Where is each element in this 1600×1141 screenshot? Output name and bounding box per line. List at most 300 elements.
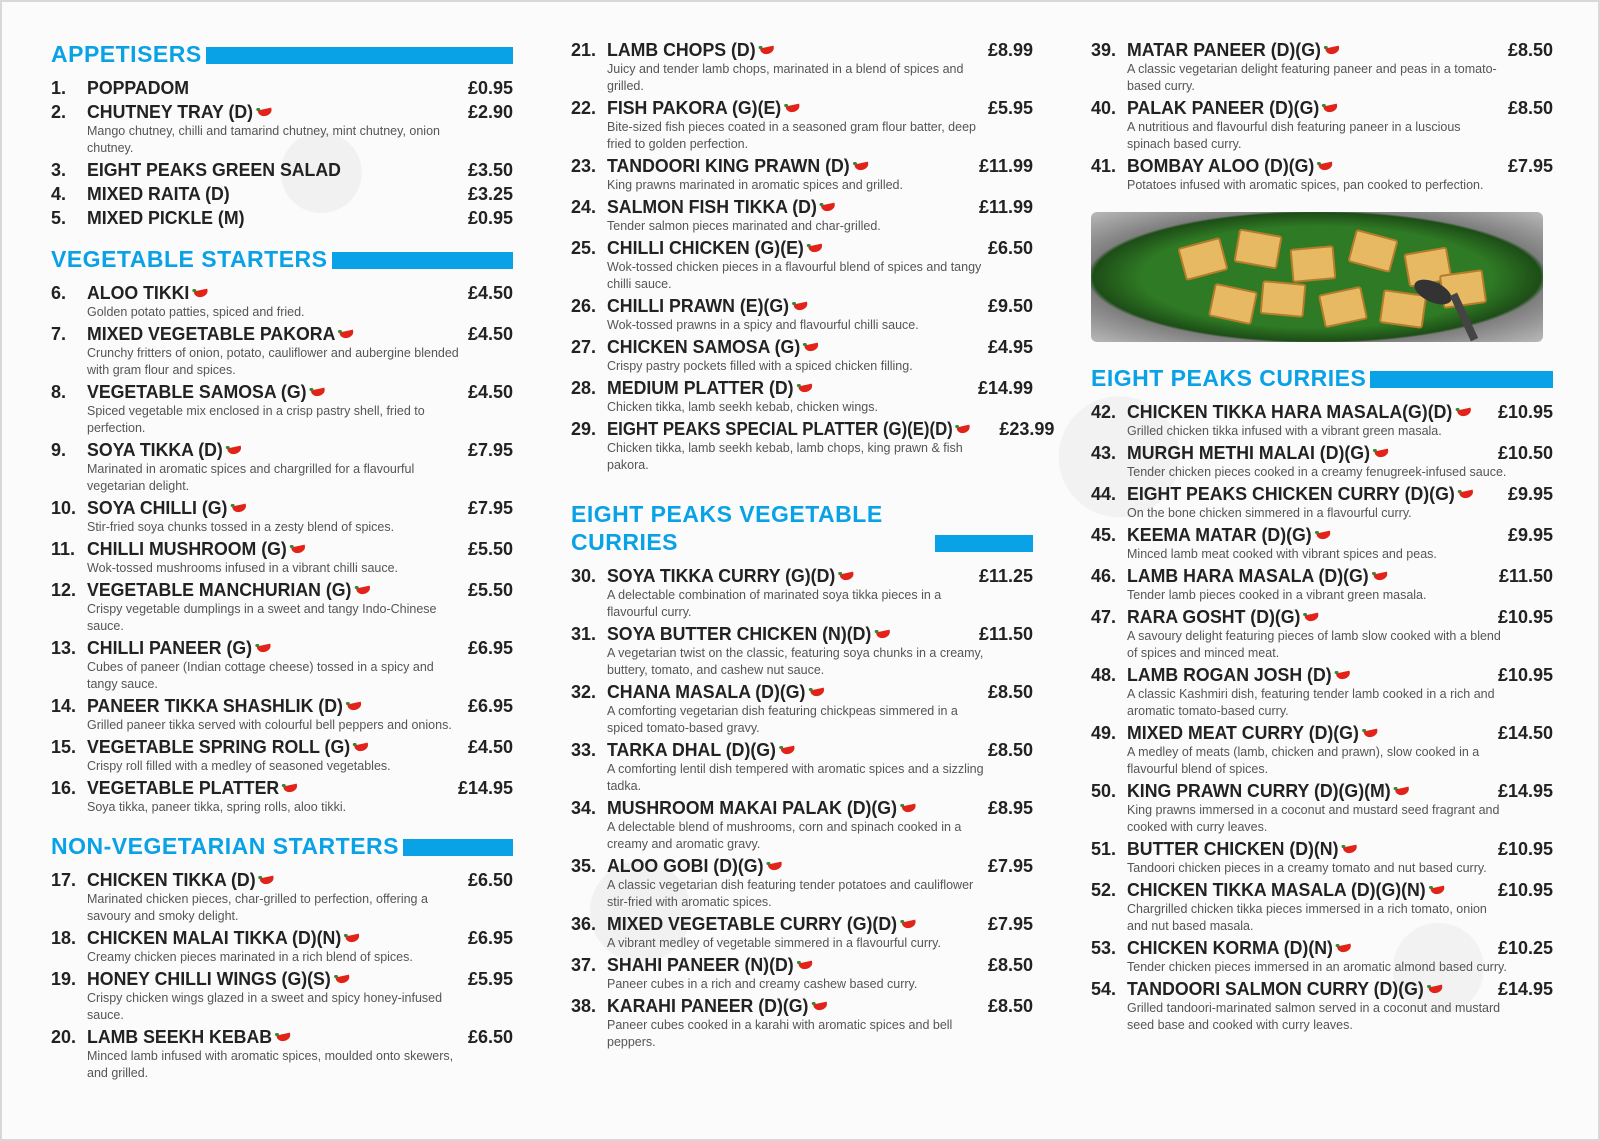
menu-item-row [1091, 156, 1553, 177]
item-description: Tandoori chicken pieces in a creamy tomato and nut based curry. [1127, 861, 1487, 875]
item-name: CHICKEN SAMOSA (G) [607, 337, 801, 357]
menu-item [51, 1027, 513, 1082]
chili-pepper-icon [1394, 787, 1412, 797]
menu-column-2 [571, 40, 1055, 1054]
item-name: LAMB SEEKH KEBAB [87, 1027, 273, 1047]
item-price: £10.25 [1497, 938, 1553, 958]
menu-item [51, 969, 513, 1024]
chili-pepper-icon [1324, 46, 1342, 56]
section-header [1091, 364, 1553, 392]
menu-item [1091, 484, 1553, 522]
menu-item [51, 580, 513, 635]
item-name-wrap [607, 682, 982, 703]
menu-item [51, 324, 513, 379]
chili-pepper-icon [282, 784, 300, 794]
paneer-cube [1290, 245, 1337, 283]
item-price: £14.95 [1497, 979, 1553, 999]
item-name: MIXED RAITA (D) [87, 184, 230, 204]
menu-item-row [1091, 566, 1553, 587]
item-number: 48. [1091, 665, 1117, 685]
menu-item [51, 696, 513, 734]
item-name: LAMB HARA MASALA (D)(G) [1127, 566, 1369, 586]
chili-pepper-icon [1335, 671, 1353, 681]
item-price: £10.95 [1497, 607, 1553, 627]
item-price: £2.90 [467, 102, 513, 122]
section-title: EIGHT PEAKS CURRIES [1091, 365, 1367, 391]
menu-item [571, 337, 1033, 375]
item-name-wrap [87, 696, 462, 717]
item-price: £0.95 [467, 78, 513, 98]
item-description: Crispy roll filled with a medley of seasoned vegetables. [87, 759, 391, 773]
menu-item-row [1091, 40, 1553, 61]
item-name-wrap [607, 98, 982, 119]
menu-item [51, 208, 513, 229]
item-name-wrap [607, 156, 973, 177]
menu-item-row [1091, 723, 1553, 744]
item-price: £6.95 [467, 696, 513, 716]
chili-pepper-icon [853, 162, 871, 172]
paneer-cube [1233, 228, 1282, 269]
item-number: 20. [51, 1027, 77, 1047]
item-number: 3. [51, 160, 67, 180]
menu-item-row [51, 696, 513, 717]
menu-item-row [571, 996, 1033, 1017]
chili-pepper-icon [290, 545, 308, 555]
item-price: £8.50 [987, 740, 1033, 760]
item-name-wrap [87, 870, 462, 891]
item-price: £4.50 [467, 382, 513, 402]
chili-pepper-icon [874, 630, 892, 640]
item-description: Cubes of paneer (Indian cottage cheese) tossed in a spicy and tangy sauce. [87, 660, 434, 691]
menu-item [51, 870, 513, 925]
item-description: Wok-tossed chicken pieces in a flavourful blend of spices and tangy chilli sauce. [607, 260, 982, 291]
menu-item [571, 238, 1033, 293]
menu-item [1091, 98, 1553, 153]
item-price: £10.95 [1497, 880, 1553, 900]
item-description: Tender chicken pieces cooked in a creamy fenugreek-infused sauce. [1127, 465, 1507, 479]
chili-pepper-icon [1427, 985, 1445, 995]
item-name: LAMB CHOPS (D) [607, 40, 756, 60]
chili-pepper-icon [1322, 104, 1340, 114]
item-name: MUSHROOM MAKAI PALAK (D)(G) [607, 798, 898, 818]
item-price: £5.95 [987, 98, 1033, 118]
menu-column-1 [51, 40, 513, 1085]
item-name-wrap [87, 928, 462, 949]
item-number: 12. [51, 580, 77, 600]
chili-pepper-icon [1455, 408, 1473, 418]
chili-pepper-icon [1336, 944, 1354, 954]
item-description: Chargrilled chicken tikka pieces immersed in a rich tomato, onion and nut based masala. [1127, 902, 1487, 933]
item-number: 6. [51, 283, 67, 303]
item-name: MIXED VEGETABLE CURRY (G)(D) [607, 914, 898, 934]
item-number: 54. [1091, 979, 1117, 999]
item-name-wrap [87, 184, 462, 205]
item-number: 19. [51, 969, 77, 989]
item-name-wrap [87, 737, 462, 758]
item-name-wrap [1127, 781, 1492, 802]
menu-item [51, 539, 513, 577]
item-price: £4.50 [467, 324, 513, 344]
menu-item [51, 928, 513, 966]
item-number: 13. [51, 638, 77, 658]
item-name: CHILLI MUSHROOM (G) [87, 539, 287, 559]
menu-item [571, 955, 1033, 993]
chili-pepper-icon [226, 446, 244, 456]
item-number: 50. [1091, 781, 1117, 801]
chili-pepper-icon [779, 746, 797, 756]
item-name: SOYA TIKKA (D) [87, 440, 223, 460]
section-title: EIGHT PEAKS VEGETABLE CURRIES [571, 501, 883, 555]
item-price: £11.50 [1498, 566, 1553, 586]
chili-pepper-icon [1315, 531, 1333, 541]
item-price: £6.50 [467, 870, 513, 890]
item-name: KING PRAWN CURRY (D)(G)(M) [1127, 781, 1391, 801]
menu-item-row [571, 856, 1033, 877]
item-number: 21. [571, 40, 597, 60]
item-description: A vegetarian twist on the classic, featuring soya chunks in a creamy, buttery, tomato, and cashew nut sauce. [607, 646, 984, 677]
chili-pepper-icon [1429, 886, 1447, 896]
menu-item-row [51, 969, 513, 990]
chili-pepper-icon [803, 343, 821, 353]
menu-item-row [1091, 98, 1553, 119]
item-name: CHILLI PANEER (G) [87, 638, 253, 658]
item-price: £10.95 [1497, 402, 1553, 422]
item-price: £14.99 [977, 378, 1033, 398]
menu-item [51, 184, 513, 205]
menu-item-row [1091, 781, 1553, 802]
item-name-wrap [607, 419, 972, 440]
item-description: A classic vegetarian delight featuring paneer and peas in a tomato-based curry. [1127, 62, 1497, 93]
item-number: 45. [1091, 525, 1117, 545]
item-price: £14.95 [457, 778, 513, 798]
item-number: 40. [1091, 98, 1117, 118]
chili-pepper-icon [1317, 162, 1335, 172]
section-header [51, 832, 513, 860]
item-name-wrap [87, 638, 462, 659]
menu-section [51, 40, 513, 229]
item-name-wrap [87, 324, 462, 345]
item-name: EIGHT PEAKS SPECIAL PLATTER (G)(E)(D) [607, 419, 953, 439]
item-price: £5.50 [467, 580, 513, 600]
item-price: £5.50 [467, 539, 513, 559]
menu-item [1091, 156, 1553, 194]
paneer-cube [1318, 286, 1368, 328]
item-description: A vibrant medley of vegetable simmered in a flavourful curry. [607, 936, 941, 950]
menu-item [571, 996, 1033, 1051]
item-price: £10.95 [1497, 839, 1553, 859]
chili-pepper-icon [334, 975, 352, 985]
chili-pepper-icon [1372, 572, 1390, 582]
item-name-wrap [1127, 938, 1492, 959]
item-price: £11.99 [978, 156, 1033, 176]
item-name: HONEY CHILLI WINGS (G)(S) [87, 969, 331, 989]
item-number: 23. [571, 156, 597, 176]
item-number: 35. [571, 856, 597, 876]
menu-section [1091, 40, 1553, 194]
item-name: PALAK PANEER (D)(G) [1127, 98, 1320, 118]
menu-item-row [571, 914, 1033, 935]
menu-item [571, 740, 1033, 795]
item-name: POPPADOM [87, 78, 190, 98]
item-name: KEEMA MATAR (D)(G) [1127, 525, 1312, 545]
menu-item-row [571, 337, 1033, 358]
menu-item-row [51, 737, 513, 758]
chili-pepper-icon [309, 388, 327, 398]
item-name: CHICKEN TIKKA MASALA (D)(G)(N) [1127, 880, 1426, 900]
item-price: £7.95 [467, 498, 513, 518]
menu-item [571, 856, 1033, 911]
chili-pepper-icon [256, 108, 274, 118]
item-number: 44. [1091, 484, 1117, 504]
item-number: 33. [571, 740, 597, 760]
item-name-wrap [607, 337, 982, 358]
item-name: VEGETABLE MANCHURIAN (G) [87, 580, 352, 600]
item-price: £11.99 [978, 197, 1033, 217]
menu-item [571, 914, 1033, 952]
item-description: Tender lamb pieces cooked in a vibrant green masala. [1127, 588, 1427, 602]
menu-item-row [1091, 402, 1553, 423]
item-name-wrap [1127, 402, 1492, 423]
item-number: 26. [571, 296, 597, 316]
menu-item-row [1091, 938, 1553, 959]
item-price: £8.50 [1507, 98, 1553, 118]
item-name-wrap [607, 955, 982, 976]
menu-item [1091, 665, 1553, 720]
menu-item [1091, 781, 1553, 836]
item-name: CHICKEN MALAI TIKKA (D)(N) [87, 928, 342, 948]
item-description: Bite-sized fish pieces coated in a seasoned gram flour batter, deep fried to golden perfection. [607, 120, 976, 151]
menu-section [571, 500, 1033, 1051]
item-description: Crispy chicken wings glazed in a sweet and spicy honey-infused sauce. [87, 991, 443, 1022]
item-name: TANDOORI KING PRAWN (D) [607, 156, 850, 176]
menu-column-3 [1091, 40, 1553, 1037]
item-name-wrap [607, 296, 982, 317]
item-name-wrap [87, 440, 462, 461]
chili-pepper-icon [807, 244, 825, 254]
item-name: MATAR PANEER (D)(G) [1127, 40, 1321, 60]
item-description: Soya tikka, paneer tikka, spring rolls, aloo tikki. [87, 800, 347, 814]
menu-item-row [571, 156, 1033, 177]
menu-item [571, 624, 1033, 679]
item-price: £8.99 [987, 40, 1033, 60]
item-name-wrap [87, 969, 462, 990]
item-description: Tender chicken pieces immersed in an aromatic almond based curry. [1127, 960, 1507, 974]
item-name: CHICKEN KORMA (D)(N) [1127, 938, 1333, 958]
item-price: £7.95 [987, 914, 1033, 934]
item-price: £9.95 [1507, 484, 1553, 504]
item-description: Grilled paneer tikka served with colourful bell peppers and onions. [87, 718, 452, 732]
menu-item [571, 156, 1033, 194]
item-name-wrap [1127, 880, 1492, 901]
item-price: £8.50 [987, 955, 1033, 975]
item-name-wrap [1127, 979, 1492, 1000]
item-name-wrap [1127, 443, 1492, 464]
item-name-wrap [87, 208, 462, 229]
item-description: On the bone chicken simmered in a flavourful curry. [1127, 506, 1412, 520]
chili-pepper-icon [808, 688, 826, 698]
item-description: Paneer cubes in a rich and creamy cashew based curry. [607, 977, 918, 991]
chili-pepper-icon [900, 804, 918, 814]
item-description: Crunchy fritters of onion, potato, cauliflower and aubergine blended with gram flour and spices. [87, 346, 459, 377]
item-number: 25. [571, 238, 597, 258]
menu-item [571, 40, 1033, 95]
item-number: 36. [571, 914, 597, 934]
item-description: Chicken tikka, lamb seekh kebab, chicken wings. [607, 400, 878, 414]
menu-item-row [1091, 525, 1553, 546]
item-name-wrap [1127, 98, 1502, 119]
menu-item [51, 778, 513, 816]
item-name: PANEER TIKKA SHASHLIK (D) [87, 696, 343, 716]
menu-item-row [51, 580, 513, 601]
item-description: Grilled tandoori-marinated salmon served in a coconut and mustard seed base and cooked with curry leaves. [1127, 1001, 1501, 1032]
item-price: £7.95 [467, 440, 513, 460]
item-description: Tender salmon pieces marinated and char-grilled. [607, 219, 881, 233]
item-description: Marinated in aromatic spices and chargrilled for a flavourful vegetarian delight. [87, 462, 415, 493]
item-description: Wok-tossed mushrooms infused in a vibrant chilli sauce. [87, 561, 399, 575]
item-number: 41. [1091, 156, 1117, 176]
section-header [571, 500, 1033, 556]
item-name-wrap [1127, 607, 1492, 628]
menu-item-row [571, 419, 1055, 440]
item-price: £6.50 [467, 1027, 513, 1047]
item-name-wrap [1127, 723, 1492, 744]
item-name: SOYA TIKKA CURRY (G)(D) [607, 566, 836, 586]
chili-pepper-icon [1373, 449, 1391, 459]
item-number: 7. [51, 324, 67, 344]
chili-pepper-icon [797, 961, 815, 971]
chili-pepper-icon [354, 586, 372, 596]
item-number: 4. [51, 184, 67, 204]
item-number: 53. [1091, 938, 1117, 958]
item-price: £8.95 [987, 798, 1033, 818]
item-name-wrap [87, 498, 462, 519]
item-number: 47. [1091, 607, 1117, 627]
item-name-wrap [607, 238, 982, 259]
item-price: £8.50 [1507, 40, 1553, 60]
item-name-wrap [607, 624, 973, 645]
menu-item-row [1091, 979, 1553, 1000]
menu-item [51, 102, 513, 157]
item-name-wrap [87, 102, 462, 123]
item-name-wrap [607, 197, 973, 218]
item-number: 9. [51, 440, 67, 460]
menu-item-row [51, 498, 513, 519]
menu-item [1091, 839, 1553, 877]
menu-item [1091, 938, 1553, 976]
chili-pepper-icon [820, 203, 838, 213]
item-price: £7.95 [987, 856, 1033, 876]
item-name-wrap [607, 856, 982, 877]
item-price: £6.95 [467, 638, 513, 658]
item-price: £14.95 [1497, 781, 1553, 801]
item-name-wrap [1127, 156, 1502, 177]
item-name: MIXED PICKLE (M) [87, 208, 245, 228]
chili-pepper-icon [259, 876, 277, 886]
item-price: £23.99 [999, 419, 1055, 439]
item-name: SALMON FISH TIKKA (D) [607, 197, 817, 217]
item-name-wrap [607, 378, 972, 399]
chili-pepper-icon [1362, 729, 1380, 739]
chili-pepper-icon [1458, 490, 1476, 500]
item-price: £7.95 [1507, 156, 1553, 176]
item-name: CHILLI PRAWN (E)(G) [607, 296, 790, 316]
item-number: 52. [1091, 880, 1117, 900]
paneer-cube [1208, 283, 1258, 325]
item-name: CHICKEN TIKKA HARA MASALA(G)(D) [1127, 402, 1453, 422]
menu-item-row [571, 98, 1033, 119]
item-price: £8.50 [987, 682, 1033, 702]
item-name: MIXED VEGETABLE PAKORA [87, 324, 336, 344]
menu-item [571, 296, 1033, 334]
section-divider-bar [403, 839, 513, 856]
chili-pepper-icon [230, 504, 248, 514]
item-description: A classic vegetarian dish featuring tender potatoes and cauliflower stir-fried with aromatic spices. [607, 878, 974, 909]
item-price: £11.50 [978, 624, 1033, 644]
item-price: £4.95 [987, 337, 1033, 357]
menu-item-row [571, 197, 1033, 218]
menu-item [51, 382, 513, 437]
item-description: Mango chutney, chilli and tamarind chutney, mint chutney, onion chutney. [87, 124, 440, 155]
item-price: £4.50 [467, 737, 513, 757]
item-name-wrap [607, 566, 973, 587]
section-header [51, 40, 513, 68]
menu-item [51, 440, 513, 495]
item-name: ALOO GOBI (D)(G) [607, 856, 764, 876]
item-description: A comforting lentil dish tempered with aromatic spices and a sizzling tadka. [607, 762, 984, 793]
menu-item-row [51, 638, 513, 659]
item-description: Crispy pastry pockets filled with a spiced chicken filling. [607, 359, 913, 373]
menu-item [51, 160, 513, 181]
menu-item-row [571, 798, 1033, 819]
item-description: Juicy and tender lamb chops, marinated in a blend of spices and grilled. [607, 62, 964, 93]
item-price: £11.25 [978, 566, 1033, 586]
item-description: King prawns immersed in a coconut and mustard seed fragrant and cooked with curry leaves. [1127, 803, 1500, 834]
item-name: FISH PAKORA (G)(E) [607, 98, 782, 118]
item-name-wrap [607, 740, 982, 761]
item-number: 8. [51, 382, 67, 402]
item-price: £0.95 [467, 208, 513, 228]
item-description: A classic Kashmiri dish, featuring tender lamb cooked in a rich and aromatic tomato-based curry. [1127, 687, 1495, 718]
menu-item-row [571, 378, 1033, 399]
item-description: A savoury delight featuring pieces of lamb slow cooked with a blend of spices and minced meat. [1127, 629, 1501, 660]
menu-item-row [1091, 665, 1553, 686]
item-number: 51. [1091, 839, 1117, 859]
item-description: A delectable combination of marinated soya tikka pieces in a flavourful curry. [607, 588, 942, 619]
item-name: CHICKEN TIKKA (D) [87, 870, 256, 890]
item-price: £8.50 [987, 996, 1033, 1016]
item-name: TANDOORI SALMON CURRY (D)(G) [1127, 979, 1424, 999]
menu-item-row [571, 955, 1033, 976]
chili-pepper-icon [275, 1033, 293, 1043]
menu-item-row [51, 160, 513, 181]
menu-item [1091, 443, 1553, 481]
item-number: 31. [571, 624, 597, 644]
item-name-wrap [607, 40, 982, 61]
chili-pepper-icon [759, 46, 777, 56]
item-name-wrap [87, 78, 462, 99]
palak-paneer-photo [1091, 212, 1543, 342]
paneer-cube [1260, 280, 1307, 318]
item-name-wrap [87, 580, 462, 601]
item-description: Chicken tikka, lamb seekh kebab, lamb chops, king prawn & fish pakora. [607, 441, 963, 472]
menu-item [51, 283, 513, 321]
menu-item-row [51, 382, 513, 403]
item-description: Spiced vegetable mix enclosed in a crisp pastry shell, fried to perfection. [87, 404, 425, 435]
item-name: EIGHT PEAKS CHICKEN CURRY (D)(G) [1127, 484, 1455, 504]
menu-item [571, 566, 1033, 621]
chili-pepper-icon [1341, 845, 1359, 855]
item-description: King prawns marinated in aromatic spices and grilled. [607, 178, 903, 192]
